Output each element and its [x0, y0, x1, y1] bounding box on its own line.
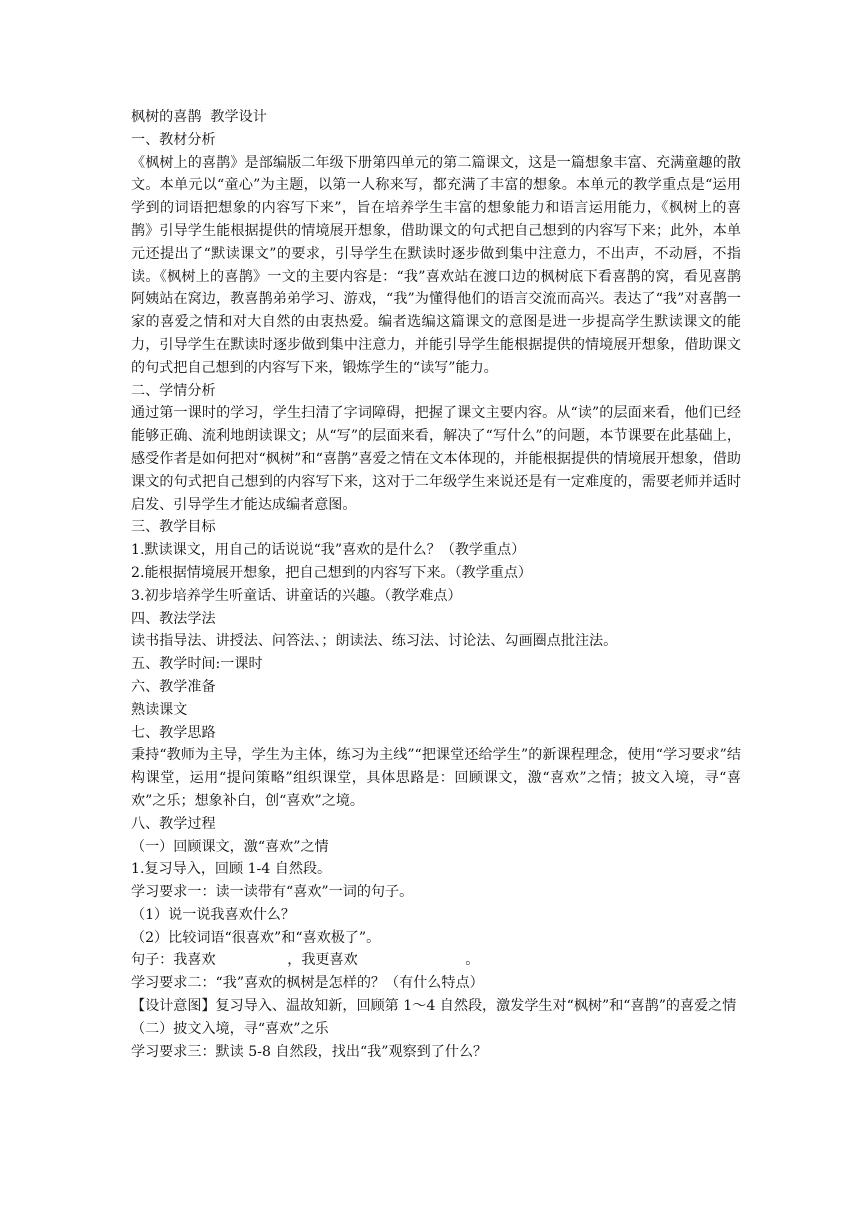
section-heading-preparation: 六、教学准备	[131, 678, 216, 695]
process-subheading: （二）披文入境，寻“喜欢”之乐	[131, 1020, 329, 1037]
learning-requirement: 学习要求一：读一读带有“喜欢”一词的句子。	[131, 884, 414, 901]
section-heading-teaching-approach: 七、教学思路	[131, 724, 216, 741]
teaching-goal-item: 2.能根据情境展开想象，把自己想到的内容写下来。（教学重点）	[131, 564, 533, 581]
section-heading-textbook-analysis: 一、教材分析	[131, 131, 216, 148]
teaching-goal-item: 1.默读课文，用自己的话说说“我”喜欢的是什么？（教学重点）	[131, 542, 526, 559]
fill-in-sentence: 句子：我喜欢 ，我更喜欢 。	[131, 952, 480, 969]
document-title: 枫树的喜鹊 教学设计	[131, 109, 267, 125]
section-body-teaching-methods: 读书指导法、讲授法、问答法、；朗读法、练习法、讨论法、勾画圈点批注法。	[131, 633, 618, 650]
section-heading-teaching-methods: 四、教法学法	[131, 610, 216, 627]
design-intent: 【设计意图】复习导入、温故知新，回顾第 1～4 自然段，激发学生对“枫树”和“喜鹊”的喜爱之情	[131, 998, 737, 1015]
section-heading-student-analysis: 二、学情分析	[131, 382, 216, 399]
process-subheading: （一）回顾课文，激“喜欢”之情	[131, 838, 329, 855]
section-heading-teaching-process: 八、教学过程	[131, 815, 216, 832]
teaching-goal-item: 3.初步培养学生听童话、讲童话的兴趣。（教学难点）	[131, 587, 462, 604]
section-body-student-analysis: 通过第一课时的学习，学生扫清了字词障碍，把握了课文主要内容。从“读”的层面来看，他们已经能够正确、流利地朗读课文；从“写”的层面来看，解决了“写什么”的问题，本节课要在此基础上，感受作者是如何把对“枫树”和“喜鹊”喜爱之情在文本体现的，并能根据提供的情境展开想象，借助课文的句式把自己想到的内容写下来，这对于二年级学生来说还是有一定难度的，需要老师并适时启发、引导学生才能达成编者意图。	[131, 405, 741, 513]
learning-requirement-item: （1）说一说我喜欢什么？	[131, 906, 295, 923]
section-body-textbook-analysis: 《枫树上的喜鹊》是部编版二年级下册第四单元的第二篇课文，这是一篇想象丰富、充满童趣的散文。本单元以“童心”为主题，以第一人称来写，都充满了丰富的想象。本单元的教学重点是“运用学到的词语把想象的内容写下来”，旨在培养学生丰富的想象能力和语言运用能力，《枫树上的喜鹊》引导学生能根据提供的情境展开想象，借助课文的句式把自己想到的内容写下来；此外，本单元还提出了“默读课文”的要求，引导学生在默读时逐步做到集中注意力，不出声，不动唇，不指读。《枫树上的喜鹊》一文的主要内容是：“我”喜欢站在渡口边的枫树底下看喜鹊的窝，看见喜鹊阿姨站在窝边，教喜鹊弟弟学习、游戏，“我”为懂得他们的语言交流而高兴。表达了“我”对喜鹊一家的喜爱之情和对大自然的由衷热爱。编者选编这篇课文的意图是进一步提高学生默读课文的能力，引导学生在默读时逐步做到集中注意力，并能引导学生能根据提供的情境展开想象，借助课文的句式把自己想到的内容写下来，锻炼学生的“读写”能力。	[131, 154, 741, 376]
section-body-teaching-approach: 秉持“教师为主导，学生为主体，练习为主线”“把课堂还给学生”的新课程理念，使用“学习要求”结构课堂，运用“提问策略”组织课堂，具体思路是：回顾课文，激“喜欢”之情；披文入境，寻“喜欢”之乐；想象补白，创“喜欢”之境。	[131, 747, 741, 809]
section-body-preparation: 熟读课文	[131, 701, 188, 718]
document-page	[131, 106, 741, 1063]
section-heading-teaching-time: 五、教学时间:一课时	[131, 656, 263, 673]
learning-requirement: 学习要求二：“我”喜欢的枫树是怎样的？（有什么特点）	[131, 975, 484, 992]
section-heading-teaching-goals: 三、教学目标	[131, 519, 216, 536]
learning-requirement: 学习要求三：默读 5-8 自然段，找出“我”观察到了什么？	[131, 1043, 488, 1060]
process-step: 1.复习导入，回顾 1-4 自然段。	[131, 861, 332, 878]
learning-requirement-item: （2）比较词语“很喜欢”和“喜欢极了”。	[131, 929, 381, 946]
